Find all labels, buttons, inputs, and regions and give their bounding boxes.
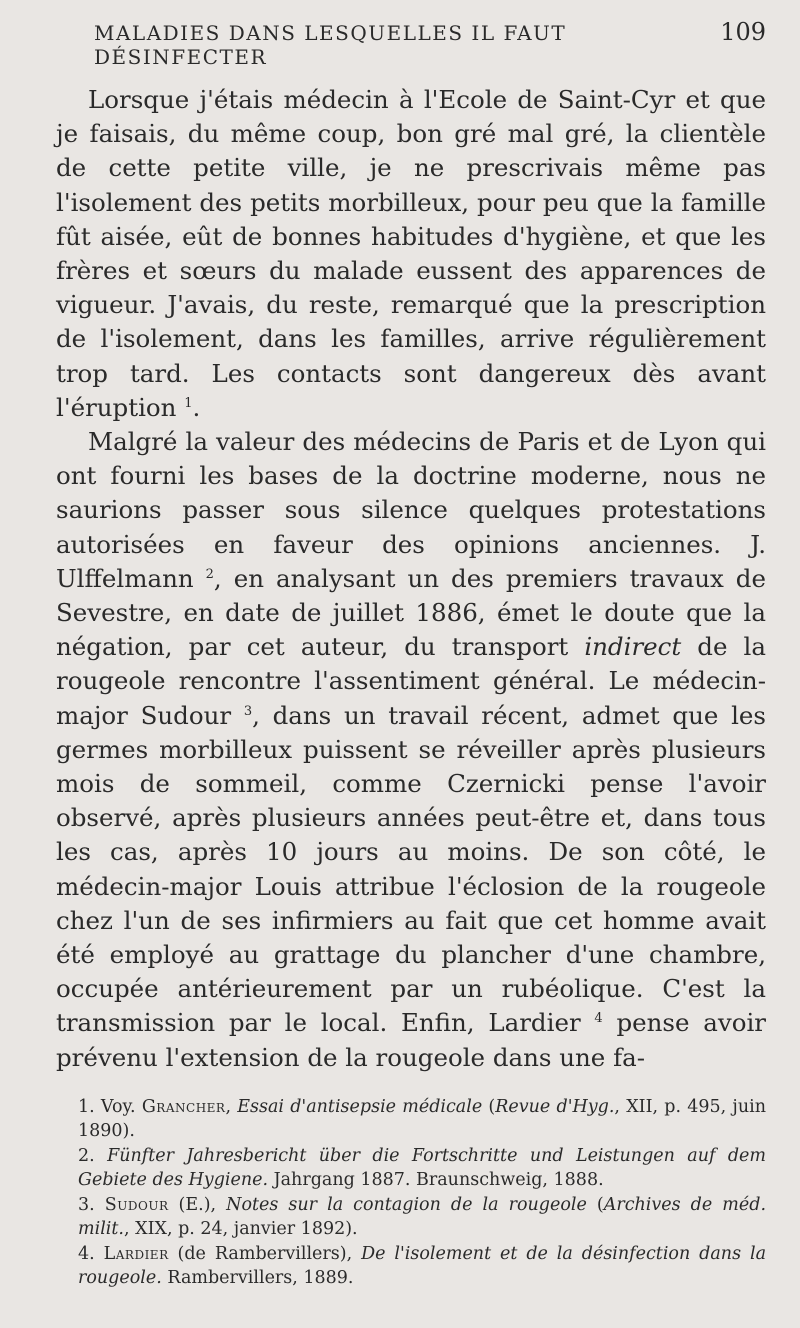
text-run: Notes sur la contagion de la rougeole [226, 1194, 587, 1215]
footnote [56, 1193, 766, 1242]
footnote-ref: 4 [594, 1011, 603, 1027]
footnote-ref: 1 [184, 395, 193, 411]
text-run: Rambervillers, 1889. [161, 1268, 354, 1289]
text-run: Grancher [141, 1096, 226, 1117]
running-head-title: MALADIES DANS LESQUELLES IL FAUT DÉSINFECTER [94, 21, 567, 69]
text-run: pense avoir prévenu l'extension de la rougeole dans une fa- [56, 1008, 766, 1072]
text-run: (de Rambervillers), [168, 1243, 362, 1264]
text-run: Fünfter Jahresbericht über die Fortschritte und Leistungen auf dem Gebiete des Hygiene. [78, 1145, 766, 1191]
text-run: De l'isolement et de la désinfection dans la rougeole. [78, 1243, 766, 1289]
text-run: , en analysant un des premiers travaux de Sevestre, en date de juillet 1886, émet le doute que la négation, par cet auteur, du transport [56, 563, 766, 662]
text-run: (E.), [168, 1194, 227, 1215]
text-run: 3. [78, 1194, 105, 1215]
text-run: Jahrgang 1887. Braunschweig, 1888. [268, 1170, 604, 1191]
text-run: 1. Voy. [78, 1096, 142, 1117]
footnotes [56, 1095, 766, 1291]
body-text [56, 83, 766, 1075]
text-run: . [192, 392, 201, 422]
running-head [94, 18, 766, 69]
text-run: ( [586, 1194, 604, 1215]
paragraph [56, 425, 766, 1075]
text-run: Sudour [104, 1194, 169, 1215]
text-run: , XII, p. 495, juin 1890). [78, 1096, 766, 1142]
text-run: de la rougeole rencontre l'assentiment général. Le médecin-major Sudour [56, 632, 766, 730]
text-run: indirect [584, 632, 682, 662]
paragraph [56, 83, 766, 425]
text-run: 2. [78, 1145, 108, 1166]
text-run: ( [482, 1096, 496, 1117]
page-number: 109 [720, 18, 766, 46]
footnote [56, 1095, 766, 1144]
footnote [56, 1144, 766, 1193]
text-run: Malgré la valeur des médecins de Paris et de Lyon qui ont fourni les bases de la doctrine moderne, nous ne saurions passer sous silence quelques protestations autorisées en faveur des opinions anciennes. J. Ulffelmann [56, 427, 766, 593]
text-run: 4. [78, 1243, 104, 1264]
footnote [56, 1242, 766, 1291]
text-run: , [225, 1096, 238, 1117]
footnote-ref: 3 [243, 703, 253, 719]
text-run: , dans un travail récent, admet que les germes morbilleux puissent se réveiller après plusieurs mois de sommeil, comme Czernicki pense l'avoir observé, après plusieurs années peut-être et, dans tous les cas, après 10 jours au moins. De son côté, le médecin-major Louis attribue l'éclosion de la rougeole chez l'un de ses infirmiers au fait que cet homme avait été employé au grattage du plancher d'une chambre, occupée antérieurement par un rubéolique. C'est la transmission par le local. Enfin, Lardier [56, 700, 766, 1038]
text-run: Archives de méd. milit. [78, 1194, 767, 1240]
text-run: Lorsque j'étais médecin à l'Ecole de Saint-Cyr et que je faisais, du même coup, bon gré mal gré, la clientèle de cette petite ville, je ne prescrivais même pas l'isolement des petits morbilleux, pour peu que la famille fût aisée, eût de bonnes habitudes d'hygiène, et que les frères et sœurs du malade eussent des apparences de vigueur. J'avais, du reste, remarqué que la prescription de l'isolement, dans les familles, arrive régulièrement trop tard. Les contacts sont dangereux dès avant l'éruption [56, 85, 766, 422]
text-run: Essai d'antisepsie médicale [237, 1096, 483, 1117]
text-run: Lardier [103, 1243, 169, 1264]
footnote-ref: 2 [205, 566, 214, 582]
text-run: Revue d'Hyg. [495, 1096, 615, 1117]
text-run: , XIX, p. 24, janvier 1892). [123, 1219, 358, 1240]
